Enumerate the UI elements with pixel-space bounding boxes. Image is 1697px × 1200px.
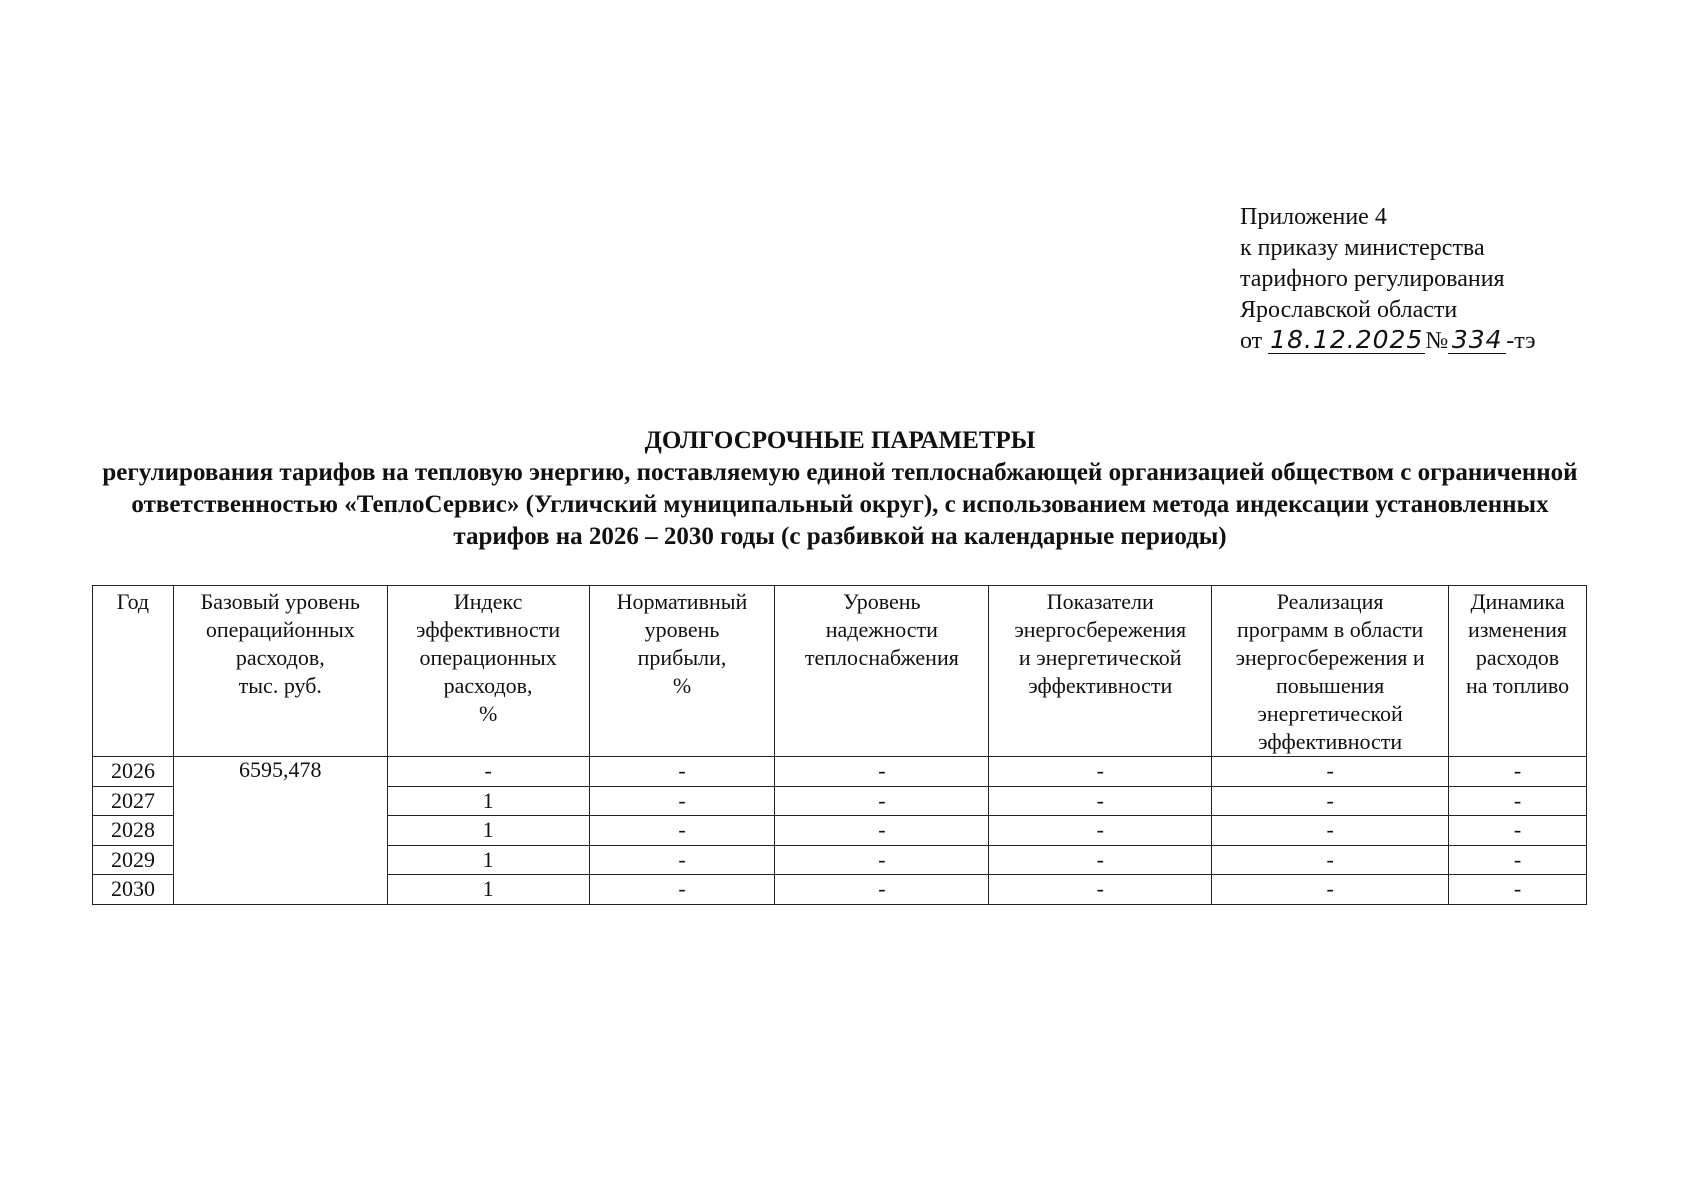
cell-profit: - xyxy=(589,875,775,905)
cell-index: 1 xyxy=(387,816,589,846)
cell-programs: - xyxy=(1212,757,1449,787)
cell-programs: - xyxy=(1212,875,1449,905)
cell-programs: - xyxy=(1212,786,1449,816)
cell-fuel: - xyxy=(1449,875,1587,905)
appendix-line-3: тарифного регулирования xyxy=(1240,266,1505,292)
cell-profit: - xyxy=(589,845,775,875)
header-profit-level: Нормативный уровень прибыли, % xyxy=(589,586,775,757)
appendix-line-2: к приказу министерства xyxy=(1240,235,1485,261)
cell-energy-saving: - xyxy=(989,816,1212,846)
cell-energy-saving: - xyxy=(989,757,1212,787)
header-reliability: Уровень надежности теплоснабжения xyxy=(775,586,989,757)
cell-index: 1 xyxy=(387,845,589,875)
cell-energy-saving: - xyxy=(989,875,1212,905)
document-title xyxy=(90,425,1590,553)
table-row xyxy=(93,757,1587,787)
cell-year: 2026 xyxy=(93,757,174,787)
cell-year: 2027 xyxy=(93,786,174,816)
cell-energy-saving: - xyxy=(989,845,1212,875)
order-suffix: -тэ xyxy=(1506,328,1536,354)
cell-index: 1 xyxy=(387,786,589,816)
header-energy-saving: Показатели энергосбережения и энергетической эффективности xyxy=(989,586,1212,757)
cell-reliability: - xyxy=(775,845,989,875)
cell-programs: - xyxy=(1212,816,1449,846)
cell-energy-saving: - xyxy=(989,786,1212,816)
title-subtitle: регулирования тарифов на тепловую энергию, поставляемую единой теплоснабжающей организацией обществом с ограниченной ответственностью «ТеплоСервис» (Угличский муниципальный округ), с использованием метода индексации установленных тарифов на 2026 – 2030 годы (с разбивкой на календарные периоды) xyxy=(102,459,1578,550)
cell-reliability: - xyxy=(775,816,989,846)
cell-reliability: - xyxy=(775,757,989,787)
cell-fuel: - xyxy=(1449,757,1587,787)
cell-index: - xyxy=(387,757,589,787)
number-label: № xyxy=(1425,328,1449,354)
cell-base-cost: 6595,478 xyxy=(173,757,387,905)
title-heading: ДОЛГОСРОЧНЫЕ ПАРАМЕТРЫ xyxy=(644,427,1036,454)
cell-profit: - xyxy=(589,816,775,846)
cell-year: 2030 xyxy=(93,875,174,905)
cell-year: 2028 xyxy=(93,816,174,846)
table-header-row xyxy=(93,586,1587,757)
cell-fuel: - xyxy=(1449,845,1587,875)
cell-programs: - xyxy=(1212,845,1449,875)
parameters-table xyxy=(92,585,1587,905)
cell-reliability: - xyxy=(775,786,989,816)
cell-reliability: - xyxy=(775,875,989,905)
order-reference xyxy=(1240,326,1536,357)
cell-profit: - xyxy=(589,757,775,787)
cell-profit: - xyxy=(589,786,775,816)
header-fuel-dynamics: Динамика изменения расходов на топливо xyxy=(1449,586,1587,757)
order-date: 18.12.2025 xyxy=(1270,325,1424,354)
header-year: Год xyxy=(93,586,174,757)
header-programs: Реализация программ в области энергосбережения и повышения энергетической эффективности xyxy=(1212,586,1449,757)
order-number: 334 xyxy=(1448,327,1506,354)
from-label: от xyxy=(1240,328,1263,354)
header-efficiency-index: Индекс эффективности операционных расходов, % xyxy=(387,586,589,757)
cell-fuel: - xyxy=(1449,786,1587,816)
cell-fuel: - xyxy=(1449,816,1587,846)
header-base-cost: Базовый уровень операцийонных расходов, тыс. руб. xyxy=(173,586,387,757)
cell-year: 2029 xyxy=(93,845,174,875)
appendix-block xyxy=(1240,202,1536,357)
appendix-line-4: Ярославской области xyxy=(1240,297,1458,323)
appendix-line-1: Приложение 4 xyxy=(1240,204,1387,230)
cell-index: 1 xyxy=(387,875,589,905)
